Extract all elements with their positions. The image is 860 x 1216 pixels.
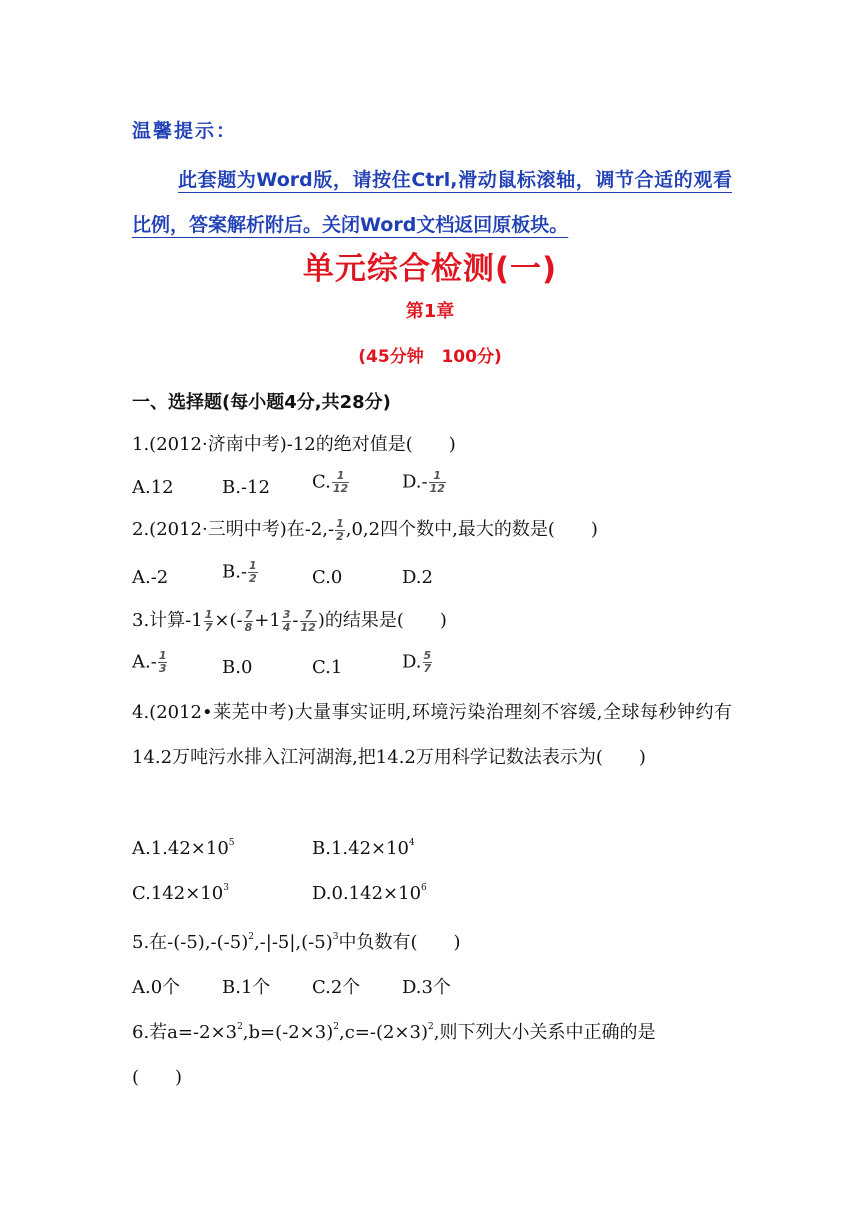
fraction <box>244 609 254 634</box>
option-label: B.- <box>222 561 248 583</box>
q5-option-c: C.2个 <box>312 977 361 998</box>
denominator: 7 <box>204 620 213 634</box>
exponent: 2 <box>248 932 254 942</box>
section-title: 一、选择题(每小题4分,共28分) <box>132 392 391 413</box>
q4-option-d <box>312 883 427 904</box>
denominator: 12 <box>429 482 445 495</box>
denominator: 4 <box>282 620 291 634</box>
fraction <box>300 609 317 634</box>
numerator: 3 <box>282 607 291 621</box>
fraction <box>204 609 214 634</box>
q2-option-c: C.0 <box>312 567 343 588</box>
q5-option-b: B.1个 <box>222 977 271 998</box>
stem-text: ,则下列大小关系中正确的是 <box>433 1022 656 1043</box>
denominator: 12 <box>332 482 349 495</box>
q3-option-a <box>132 650 168 675</box>
fraction <box>423 650 433 675</box>
time-score-label: (45分钟 100分) <box>358 347 502 367</box>
question-6-answer-blank: ( ) <box>132 1067 183 1088</box>
q4-option-b <box>312 838 415 859</box>
exponent: 5 <box>228 838 235 848</box>
denominator: 8 <box>244 620 253 634</box>
stem-text: +1 <box>254 610 281 631</box>
stem-text: )的结果是( ) <box>317 610 447 631</box>
numerator: 5 <box>423 649 432 662</box>
option-label: C. <box>312 471 331 493</box>
fraction <box>335 518 345 543</box>
q5-option-a: A.0个 <box>132 977 181 998</box>
numerator: 7 <box>300 609 317 622</box>
numerator: 7 <box>244 607 253 621</box>
question-1-stem: 1.(2012·济南中考)-12的绝对值是( ) <box>132 434 456 455</box>
exponent: 2 <box>427 1022 434 1032</box>
q1-option-d <box>402 470 447 495</box>
q2-option-a: A.-2 <box>132 567 169 588</box>
q4-option-a <box>132 838 235 859</box>
numerator: 1 <box>158 649 167 662</box>
stem-text: 3.计算-1 <box>132 610 203 631</box>
denominator: 7 <box>423 662 432 675</box>
numerator: 1 <box>332 470 349 483</box>
q4-option-c <box>132 883 229 904</box>
q3-option-d <box>402 650 433 675</box>
question-6-stem <box>132 1018 655 1044</box>
stem-text: ,b=(-2×3) <box>242 1022 334 1043</box>
question-2-stem <box>132 515 598 543</box>
denominator: 3 <box>158 662 167 675</box>
q2-option-b <box>222 560 259 585</box>
q1-option-b: B.-12 <box>222 477 270 498</box>
stem-text: ,-|-5|,(-5) <box>253 932 333 953</box>
stem-text: ,c=-(2×3) <box>338 1022 428 1043</box>
exponent: 2 <box>237 1022 243 1032</box>
q3-option-b: B.0 <box>222 657 253 678</box>
option-label: D.- <box>402 471 428 493</box>
option-text: B.1.42×10 <box>312 838 410 859</box>
fraction <box>332 470 349 495</box>
q3-option-c: C.1 <box>312 657 343 678</box>
fraction <box>248 560 258 585</box>
numerator: 1 <box>249 559 257 572</box>
denominator: 2 <box>249 572 257 585</box>
exponent: 2 <box>333 1022 339 1032</box>
stem-text: ×(- <box>214 610 243 631</box>
numerator: 1 <box>204 607 213 621</box>
q5-option-d: D.3个 <box>402 977 451 998</box>
option-label: A.- <box>132 651 157 673</box>
stem-text: 6.若a=-2×3 <box>132 1022 238 1043</box>
denominator: 2 <box>336 529 344 543</box>
exponent: 3 <box>332 932 339 942</box>
fraction <box>158 650 168 675</box>
chapter-label: 第1章 <box>405 301 455 322</box>
stem-text: 2.(2012·三明中考)在-2,- <box>132 519 335 540</box>
option-text: D.0.142×10 <box>312 883 422 904</box>
page-title: 单元综合检测(一) <box>302 251 558 287</box>
stem-text: ,0,2四个数中,最大的数是( ) <box>345 519 598 540</box>
stem-text: 5.在-(-5),-(-5) <box>132 932 249 953</box>
question-4-stem: 4.(2012•莱芜中考)大量事实证明,环境污染治理刻不容缓,全球每秒钟约有14.2万吨污水排入江河湖海,把14.2万用科学记数法表示为( ) <box>132 702 732 768</box>
option-text: C.142×10 <box>132 883 224 904</box>
option-text: A.1.42×10 <box>132 838 229 859</box>
exponent: 6 <box>421 883 427 893</box>
numerator: 1 <box>336 516 344 530</box>
fraction <box>429 470 446 495</box>
denominator: 12 <box>300 620 316 634</box>
tip-heading: 温馨提示： <box>132 120 238 142</box>
q1-option-a: A.12 <box>132 477 174 498</box>
exponent: 4 <box>409 838 415 848</box>
numerator: 1 <box>429 470 446 483</box>
option-label: D. <box>402 651 422 673</box>
q2-option-d: D.2 <box>402 567 433 588</box>
stem-text: - <box>292 610 299 631</box>
question-5-stem <box>132 928 461 954</box>
stem-text: 中负数有( ) <box>338 932 461 953</box>
exponent: 3 <box>223 883 229 893</box>
question-3-stem <box>132 606 447 634</box>
tip-body[interactable]: 此套题为Word版，请按住Ctrl,滑动鼠标滚轴，调节合适的观看比例，答案解析附后。关闭Word文档返回原板块。 <box>132 169 732 236</box>
fraction <box>282 609 292 634</box>
q1-option-c <box>312 470 350 495</box>
